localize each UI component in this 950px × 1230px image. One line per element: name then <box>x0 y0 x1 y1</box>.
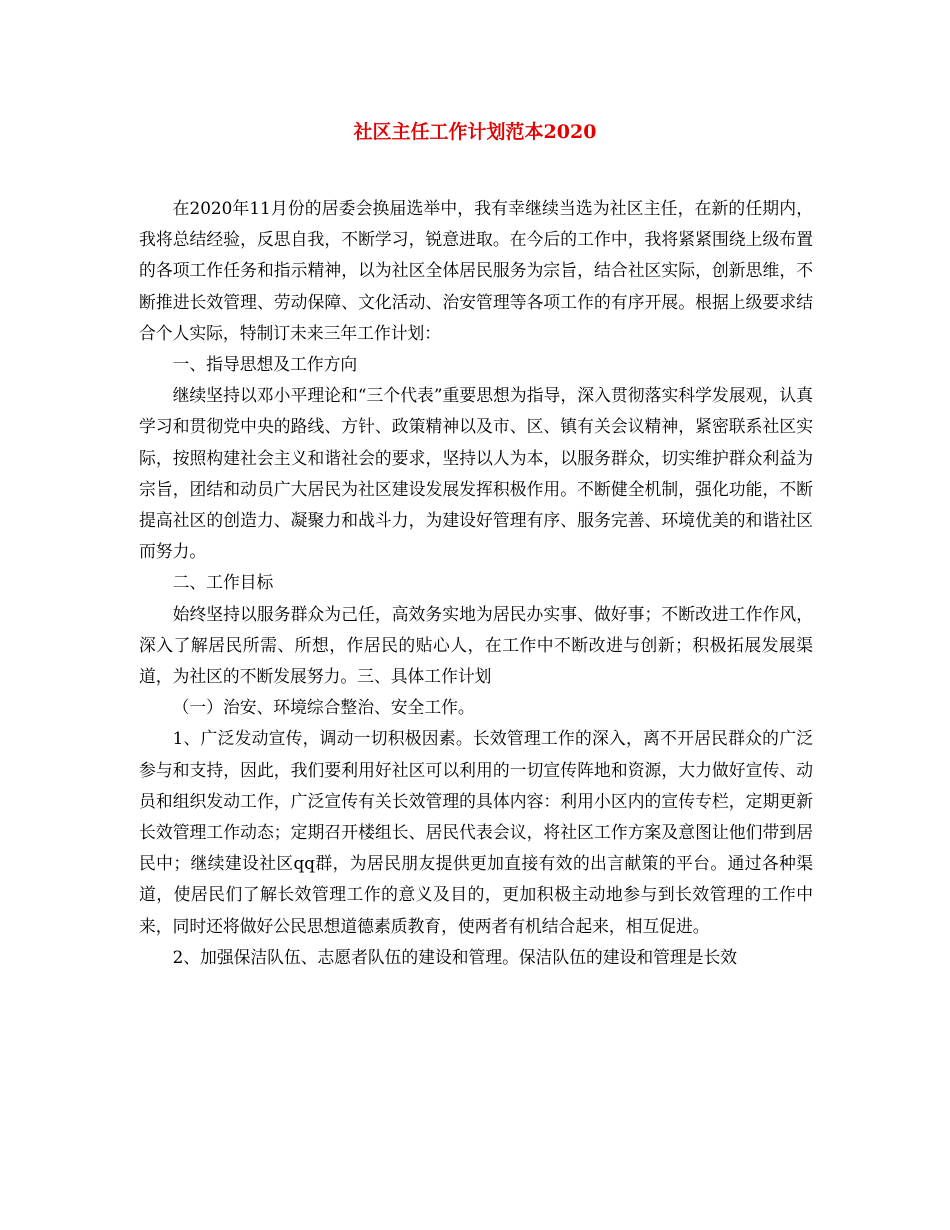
document-body <box>139 193 813 973</box>
paragraph-work-goals: 始终坚持以服务群众为己任，高效务实地为居民办实事、做好事；不断改进工作作风，深入了解居民所需、所想，作居民的贴心人，在工作中不断改进与创新；积极拓展发展渠道，为社区的不断发展努力。三、具体工作计划 <box>139 603 813 687</box>
section-heading-guiding-ideology: 一、指导思想及工作方向 <box>172 354 358 375</box>
paragraph-item-1: 1、广泛发动宣传，调动一切积极因素。长效管理工作的深入，离不开居民群众的广泛参与和支持，因此，我们要利用好社区可以利用的一切宣传阵地和资源，大力做好宣传、动员和组织发动工作，广泛宣传有关长效管理的具体内容：利用小区内的宣传专栏，定期更新长效管理工作动态；定期召开楼组长、居民代表会议，将社区工作方案及意图让他们带到居民中；继续建设社区qq群，为居民朋友提供更加直接有效的出言献策的平台。通过各种渠道，使居民们了解长效管理工作的意义及目的，更加积极主动地参与到长效管理的工作中来，同时还将做好公民思想道德素质教育，使两者有机结合起来，相互促进。 <box>139 728 813 936</box>
paragraph-guiding-ideology: 继续坚持以邓小平理论和“三个代表”重要思想为指导，深入贯彻落实科学发展观，认真学习和贯彻党中央的路线、方针、政策精神以及市、区、镇有关会议精神，紧密联系社区实际，按照构建社会主义和谐社会的要求，坚持以人为本，以服务群众，切实维护群众利益为宗旨，团结和动员广大居民为社区建设发展发挥积极作用。不断健全机制，强化功能，不断提高社区的创造力、凝聚力和战斗力，为建设好管理有序、服务完善、环境优美的和谐社区而努力。 <box>139 385 813 562</box>
section-heading-work-goals: 二、工作目标 <box>172 572 274 593</box>
paragraph-item-2: 2、加强保洁队伍、志愿者队伍的建设和管理。保洁队伍的建设和管理是长效 <box>172 946 738 967</box>
subsection-heading-security: （一）治安、环境综合整治、安全工作。 <box>172 697 475 718</box>
paragraph-intro: 在2020年11月份的居委会换届选举中，我有幸继续当选为社区主任，在新的任期内，我将总结经验，反思自我，不断学习，锐意进取。在今后的工作中，我将紧紧围绕上级布置的各项工作任务和指示精神，以为社区全体居民服务为宗旨，结合社区实际，创新思维，不断推进长效管理、劳动保障、文化活动、治安管理等各项工作的有序开展。根据上级要求结合个人实际，特制订未来三年工作计划： <box>139 198 813 343</box>
document-title: 社区主任工作计划范本2020 <box>353 121 597 143</box>
